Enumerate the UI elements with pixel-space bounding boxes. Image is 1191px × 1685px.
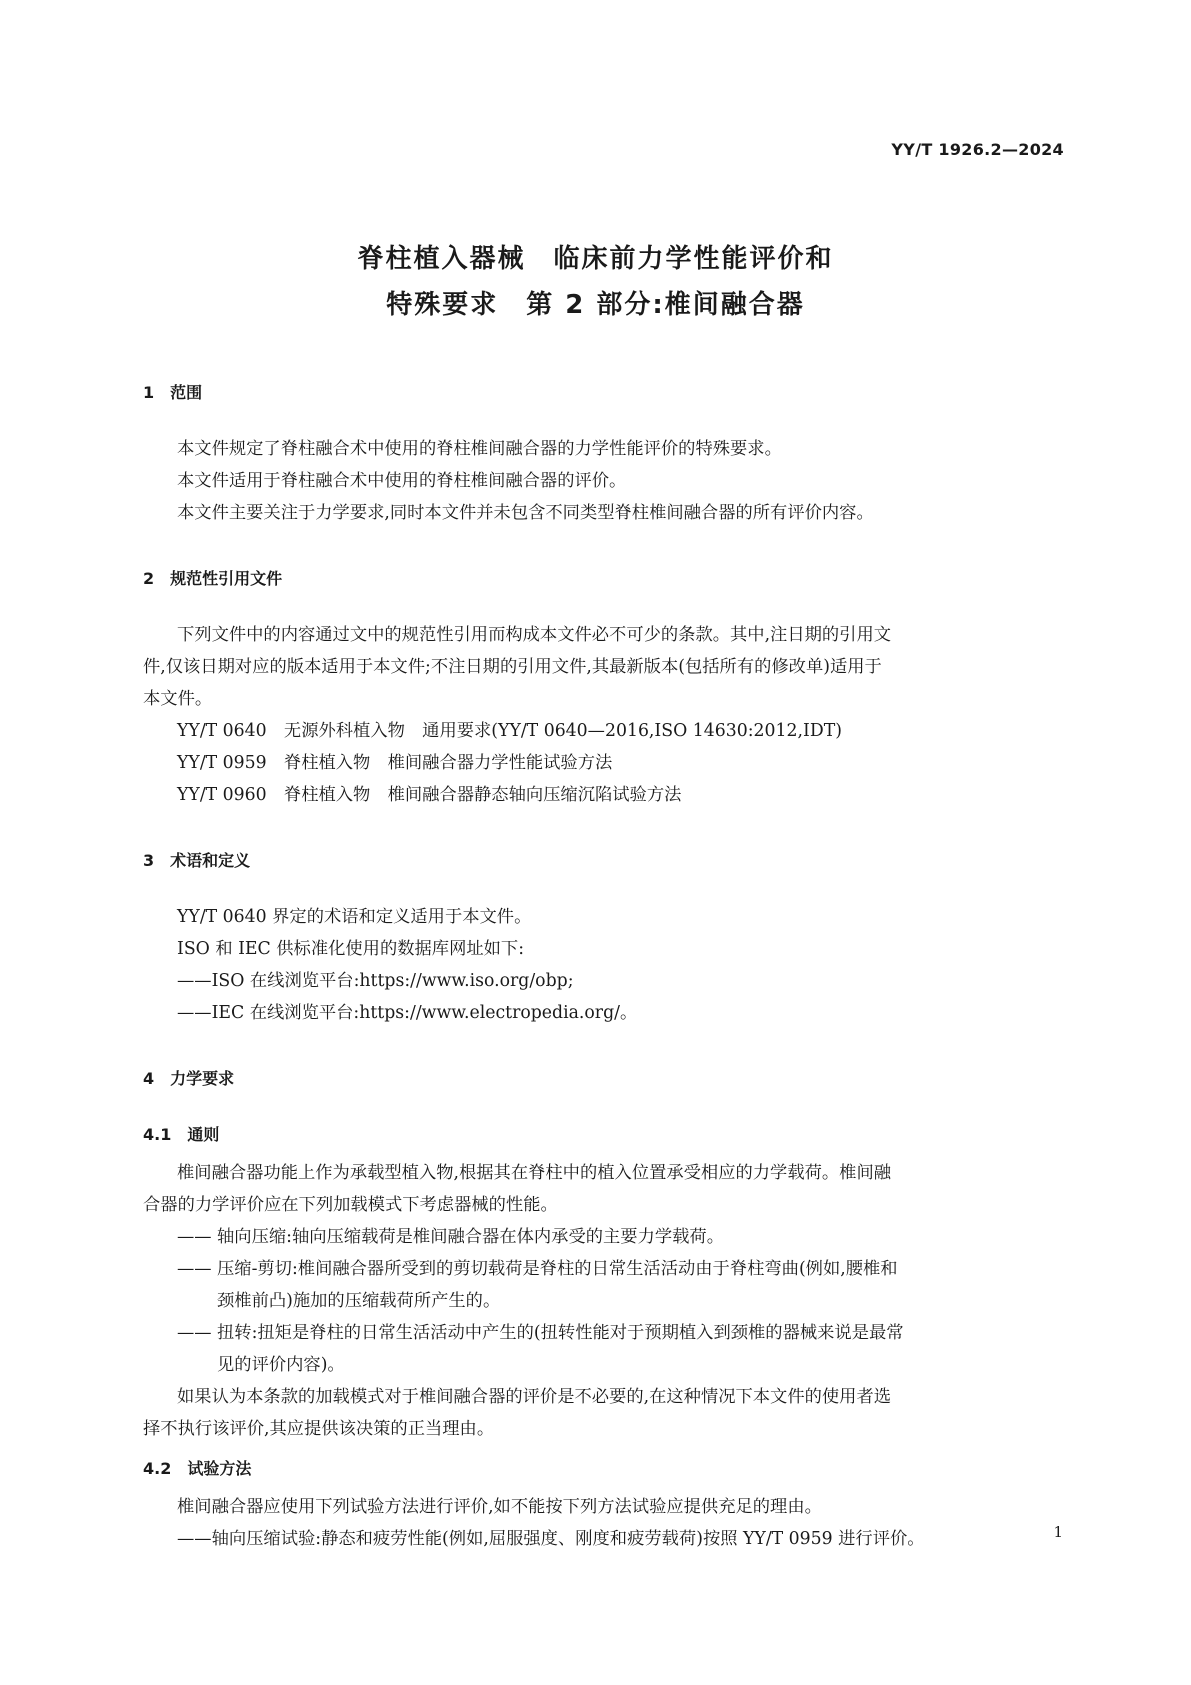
paragraph: 如果认为本条款的加载模式对于椎间融合器的评价是不必要的,在这种情况下本文件的使用者选 (177, 1387, 892, 1407)
paragraph: 本文件主要关注于力学要求,同时本文件并未包含不同类型脊柱椎间融合器的所有评价内容。 (177, 503, 874, 523)
list-item-continued: 见的评价内容)。 (217, 1355, 345, 1375)
paragraph-continued: 择不执行该评价,其应提供该决策的正当理由。 (143, 1419, 495, 1439)
reference-item: YY/T 0960 脊柱植入物 椎间融合器静态轴向压缩沉陷试验方法 (177, 785, 682, 805)
section-heading-1: 1 范围 (143, 383, 203, 402)
section-heading-4: 4 力学要求 (143, 1069, 235, 1088)
paragraph: 本文件适用于脊柱融合术中使用的脊柱椎间融合器的评价。 (177, 471, 627, 491)
paragraph-continued: 件,仅该日期对应的版本适用于本文件;不注日期的引用文件,其最新版本(包括所有的修改单)适用于 (143, 657, 882, 677)
subsection-heading-4-2: 4.2 试验方法 (143, 1459, 252, 1478)
list-item: ——ISO 在线浏览平台:https://www.iso.org/obp; (177, 971, 574, 991)
document-title (0, 236, 1191, 328)
list-item: —— 扭转:扭矩是脊柱的日常生活活动中产生的(扭转性能对于预期植入到颈椎的器械来说是最常 (143, 1317, 1068, 1349)
dash-mark: —— (177, 1227, 212, 1247)
title-line-2: 特殊要求 第 2 部分:椎间融合器 (386, 290, 805, 320)
paragraph: 本文件规定了脊柱融合术中使用的脊柱椎间融合器的力学性能评价的特殊要求。 (177, 439, 782, 459)
list-item: ——IEC 在线浏览平台:https://www.electropedia.org/。 (177, 1003, 638, 1023)
paragraph-continued: 本文件。 (143, 689, 213, 709)
list-item-continued: 颈椎前凸)施加的压缩载荷所产生的。 (217, 1291, 501, 1311)
section-heading-2: 2 规范性引用文件 (143, 569, 283, 588)
reference-item: YY/T 0640 无源外科植入物 通用要求(YY/T 0640—2016,ISO 14630:2012,IDT) (177, 721, 842, 741)
page-number: 1 (1053, 1523, 1063, 1541)
dash-mark: —— (177, 1259, 212, 1279)
list-item: —— 轴向压缩:轴向压缩载荷是椎间融合器在体内承受的主要力学载荷。 (143, 1221, 1068, 1253)
list-item: —— 压缩-剪切:椎间融合器所受到的剪切载荷是脊柱的日常生活活动由于脊柱弯曲(例如,腰椎和 (143, 1253, 1068, 1285)
section-heading-3: 3 术语和定义 (143, 851, 251, 870)
list-item: ——轴向压缩试验:静态和疲劳性能(例如,屈服强度、刚度和疲劳载荷)按照 YY/T 0959 进行评价。 (177, 1529, 925, 1549)
paragraph: 椎间融合器应使用下列试验方法进行评价,如不能按下列方法试验应提供充足的理由。 (177, 1497, 822, 1517)
subsection-heading-4-1: 4.1 通则 (143, 1125, 220, 1144)
paragraph: 下列文件中的内容通过文中的规范性引用而构成本文件必不可少的条款。其中,注日期的引用文 (177, 625, 892, 645)
dash-mark: —— (177, 1323, 212, 1343)
paragraph: ISO 和 IEC 供标准化使用的数据库网址如下: (177, 939, 525, 959)
document-body (143, 383, 1068, 1555)
paragraph: YY/T 0640 界定的术语和定义适用于本文件。 (177, 907, 532, 927)
paragraph: 椎间融合器功能上作为承载型植入物,根据其在脊柱中的植入位置承受相应的力学载荷。椎间融 (177, 1163, 892, 1183)
title-line-1: 脊柱植入器械 临床前力学性能评价和 (357, 244, 834, 274)
paragraph-continued: 合器的力学评价应在下列加载模式下考虑器械的性能。 (143, 1195, 558, 1215)
standard-code: YY/T 1926.2—2024 (891, 140, 1064, 159)
reference-item: YY/T 0959 脊柱植入物 椎间融合器力学性能试验方法 (177, 753, 613, 773)
